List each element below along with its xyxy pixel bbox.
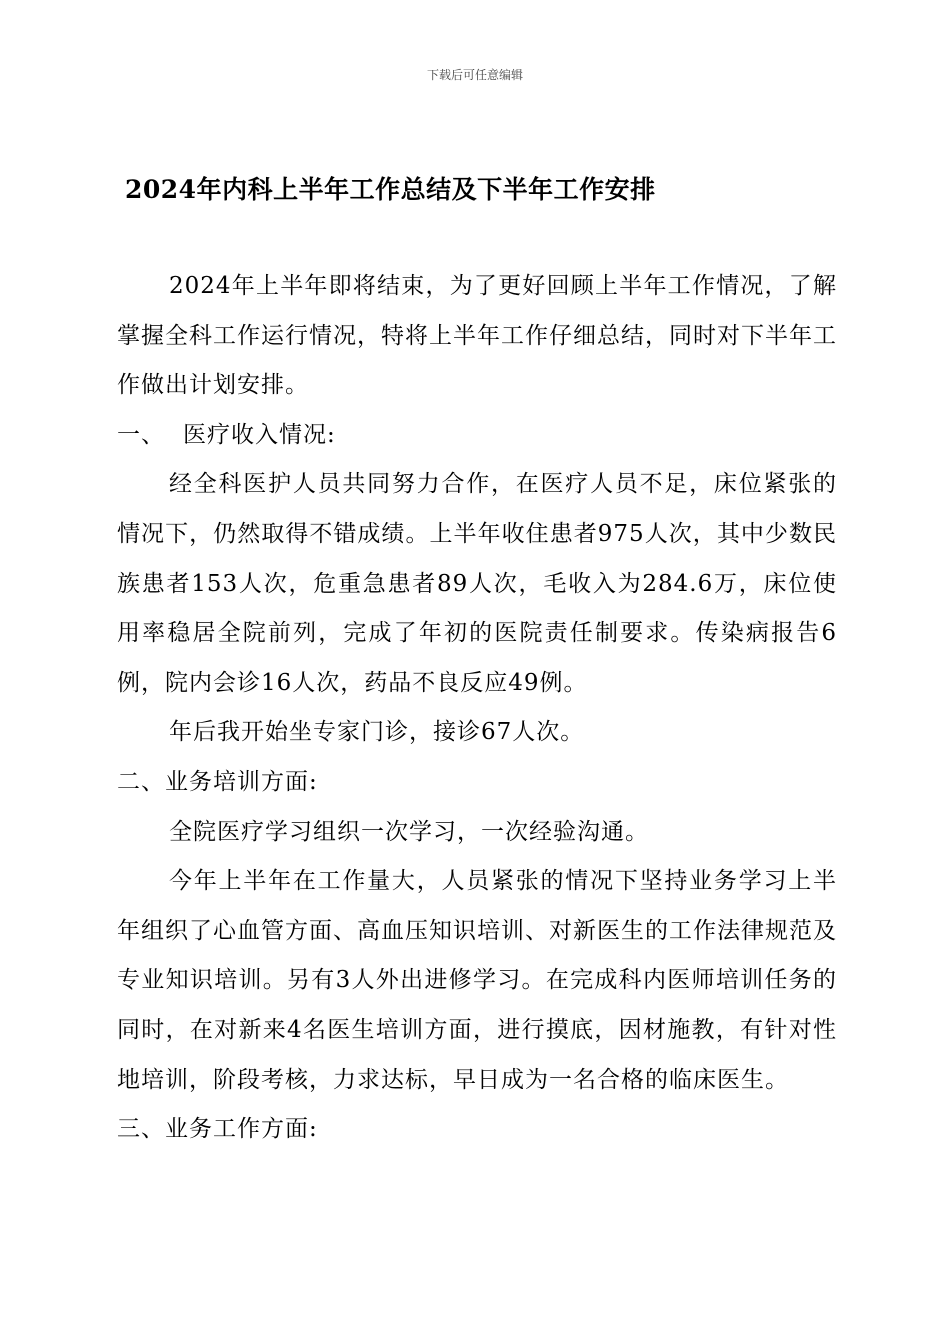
section-2-paragraph-1: 全院医疗学习组织一次学习，一次经验沟通。 — [169, 818, 649, 845]
document-title: 2024年内科上半年工作总结及下半年工作安排 — [125, 175, 656, 204]
section-1-paragraph-1: 经全科医护人员共同努力合作，在医疗人员不足，床位紧张的情况下，仍然取得不错成绩。上半年收住患者975人次，其中少数民族患者153人次，危重急患者89人次，毛收入为284.6万，床位使用率稳居全院前列，完成了年初的医院责任制要求。传染病报告6例，院内会诊16人次，药品不良反应49例。 — [117, 471, 837, 696]
section-2-heading: 二、业务培训方面: — [117, 768, 318, 795]
section-1-paragraph-2: 年后我开始坐专家门诊，接诊67人次。 — [169, 719, 585, 746]
page-header-note: 下载后可任意编辑 — [426, 68, 523, 82]
section-2-paragraph-2: 今年上半年在工作量大，人员紧张的情况下坚持业务学习上半年组织了心血管方面、高血压知识培训、对新医生的工作法律规范及专业知识培训。另有3人外出进修学习。在完成科内医师培训任务的同时，在对新来4名医生培训方面，进行摸底，因材施教，有针对性地培训，阶段考核，力求达标，早日成为一名合格的临床医生。 — [117, 868, 837, 1093]
document-body — [117, 262, 837, 1155]
section-1-heading — [117, 411, 837, 461]
section-1-number: 一、 — [117, 421, 165, 448]
section-3-heading: 三、业务工作方面: — [117, 1116, 318, 1143]
section-1-title: 医疗收入情况: — [183, 421, 336, 448]
intro-paragraph: 2024年上半年即将结束，为了更好回顾上半年工作情况，了解掌握全科工作运行情况，特将上半年工作仔细总结，同时对下半年工作做出计划安排。 — [117, 273, 837, 399]
